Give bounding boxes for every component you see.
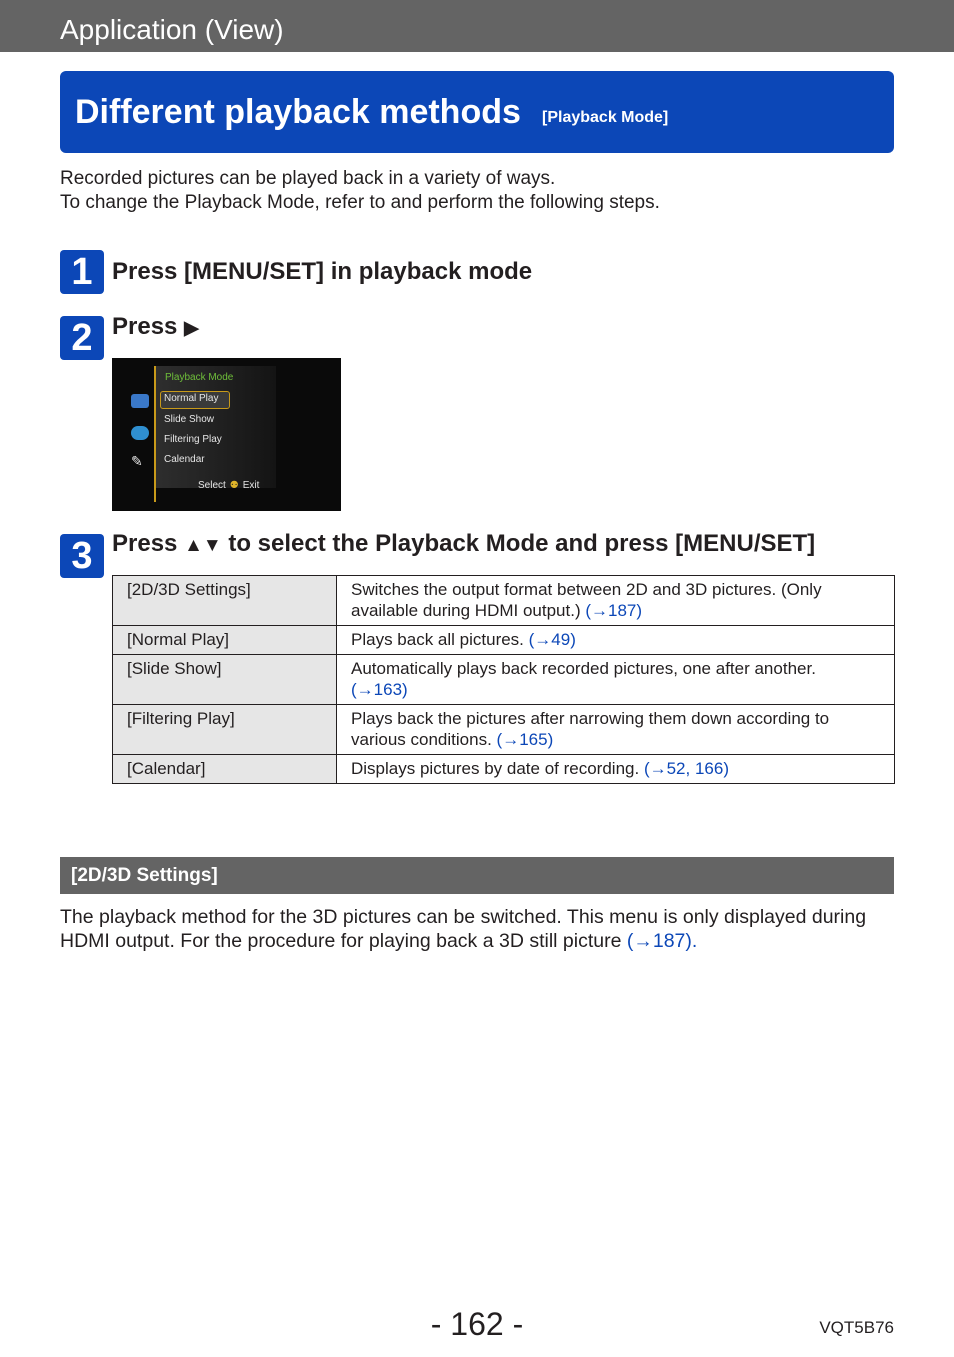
step-3-post: to select the Playback Mode and press [MENU/SET] xyxy=(228,530,816,557)
control-dial-icon: ⚉ xyxy=(229,480,239,491)
footer-select: Select xyxy=(198,480,226,491)
mode-desc-text: Plays back the pictures after narrowing them down according to various conditions. xyxy=(351,709,830,749)
wrench-icon: ✎ xyxy=(131,453,143,469)
camera-menu-screenshot xyxy=(112,358,341,511)
intro-line: To change the Playback Mode, refer to and perform the following steps. xyxy=(60,192,660,213)
mode-description xyxy=(337,705,895,755)
mode-description xyxy=(337,626,895,655)
mode-name: [Slide Show] xyxy=(113,655,337,705)
mode-name: [Filtering Play] xyxy=(113,705,337,755)
page-number: - 162 - xyxy=(430,1306,524,1342)
page-ref-link[interactable]: (→187) xyxy=(585,601,643,620)
menu-panel xyxy=(156,366,276,488)
table-row xyxy=(113,626,895,655)
step-3-badge: 3 xyxy=(60,534,104,578)
section-title: Application (View) xyxy=(60,14,284,45)
playback-tab-icon xyxy=(131,394,149,408)
intro-line: Recorded pictures can be played back in a variety of ways. xyxy=(60,168,556,189)
menu-footer xyxy=(198,480,259,491)
subsection-paragraph xyxy=(60,905,894,953)
page-ref-link[interactable]: (→165) xyxy=(496,730,554,749)
mode-description xyxy=(337,755,895,784)
mode-desc-text: Displays pictures by date of recording. xyxy=(351,759,640,778)
menu-item: Calendar xyxy=(164,454,205,465)
right-arrow-icon: ▶ xyxy=(184,318,199,339)
page-subtitle: [Playback Mode] xyxy=(542,109,669,126)
down-arrow-icon: ▼ xyxy=(202,535,222,556)
document-id: VQT5B76 xyxy=(819,1318,894,1337)
table-row xyxy=(113,576,895,626)
table-row xyxy=(113,705,895,755)
subsection-header-bar xyxy=(60,857,894,894)
menu-title: Playback Mode xyxy=(165,372,234,383)
intro-text xyxy=(60,167,890,215)
page-ref-link[interactable]: (→49) xyxy=(528,630,576,649)
subsection-text: The playback method for the 3D pictures can be switched. This menu is only displayed during HDMI output. For the procedure for playing back a 3D still picture xyxy=(60,906,867,952)
subsection-heading: [2D/3D Settings] xyxy=(71,865,218,886)
mode-name: [Normal Play] xyxy=(113,626,337,655)
menu-item: Slide Show xyxy=(164,414,215,425)
step-2-badge: 2 xyxy=(60,316,104,360)
table-row xyxy=(113,755,895,784)
up-arrow-icon: ▲ xyxy=(184,535,203,556)
footer-exit: Exit xyxy=(242,480,260,491)
menu-item: Normal Play xyxy=(164,393,219,404)
mode-description xyxy=(337,576,895,626)
mode-description xyxy=(337,655,895,705)
page-title-box xyxy=(60,71,894,153)
page-ref-link[interactable]: (→163) xyxy=(351,680,408,699)
step-1-text: Press [MENU/SET] in playback mode xyxy=(112,258,533,285)
camera-icon xyxy=(131,426,149,440)
step-3-pre: Press xyxy=(112,530,178,557)
page-title: Different playback methods xyxy=(75,93,521,131)
step-2-text xyxy=(112,312,199,344)
step-2-label: Press xyxy=(112,313,178,340)
mode-desc-text: Automatically plays back recorded pictures, one after another. xyxy=(351,659,816,678)
menu-divider xyxy=(154,366,156,502)
sentence-end: . xyxy=(691,930,698,952)
playback-modes-table xyxy=(112,575,895,784)
page-ref-link[interactable]: (→52, 166) xyxy=(643,759,729,778)
mode-desc-text: Switches the output format between 2D and 3D pictures. (Only available during HDMI output.) xyxy=(351,580,822,620)
mode-desc-text: Plays back all pictures. xyxy=(351,630,524,649)
step-1-badge: 1 xyxy=(60,250,104,294)
mode-name: [2D/3D Settings] xyxy=(113,576,337,626)
table-row xyxy=(113,655,895,705)
page-ref-link[interactable]: (→187) xyxy=(626,930,692,952)
step-3-text xyxy=(112,529,815,561)
section-header-bar xyxy=(0,0,954,52)
menu-item: Filtering Play xyxy=(164,434,222,445)
mode-name: [Calendar] xyxy=(113,755,337,784)
